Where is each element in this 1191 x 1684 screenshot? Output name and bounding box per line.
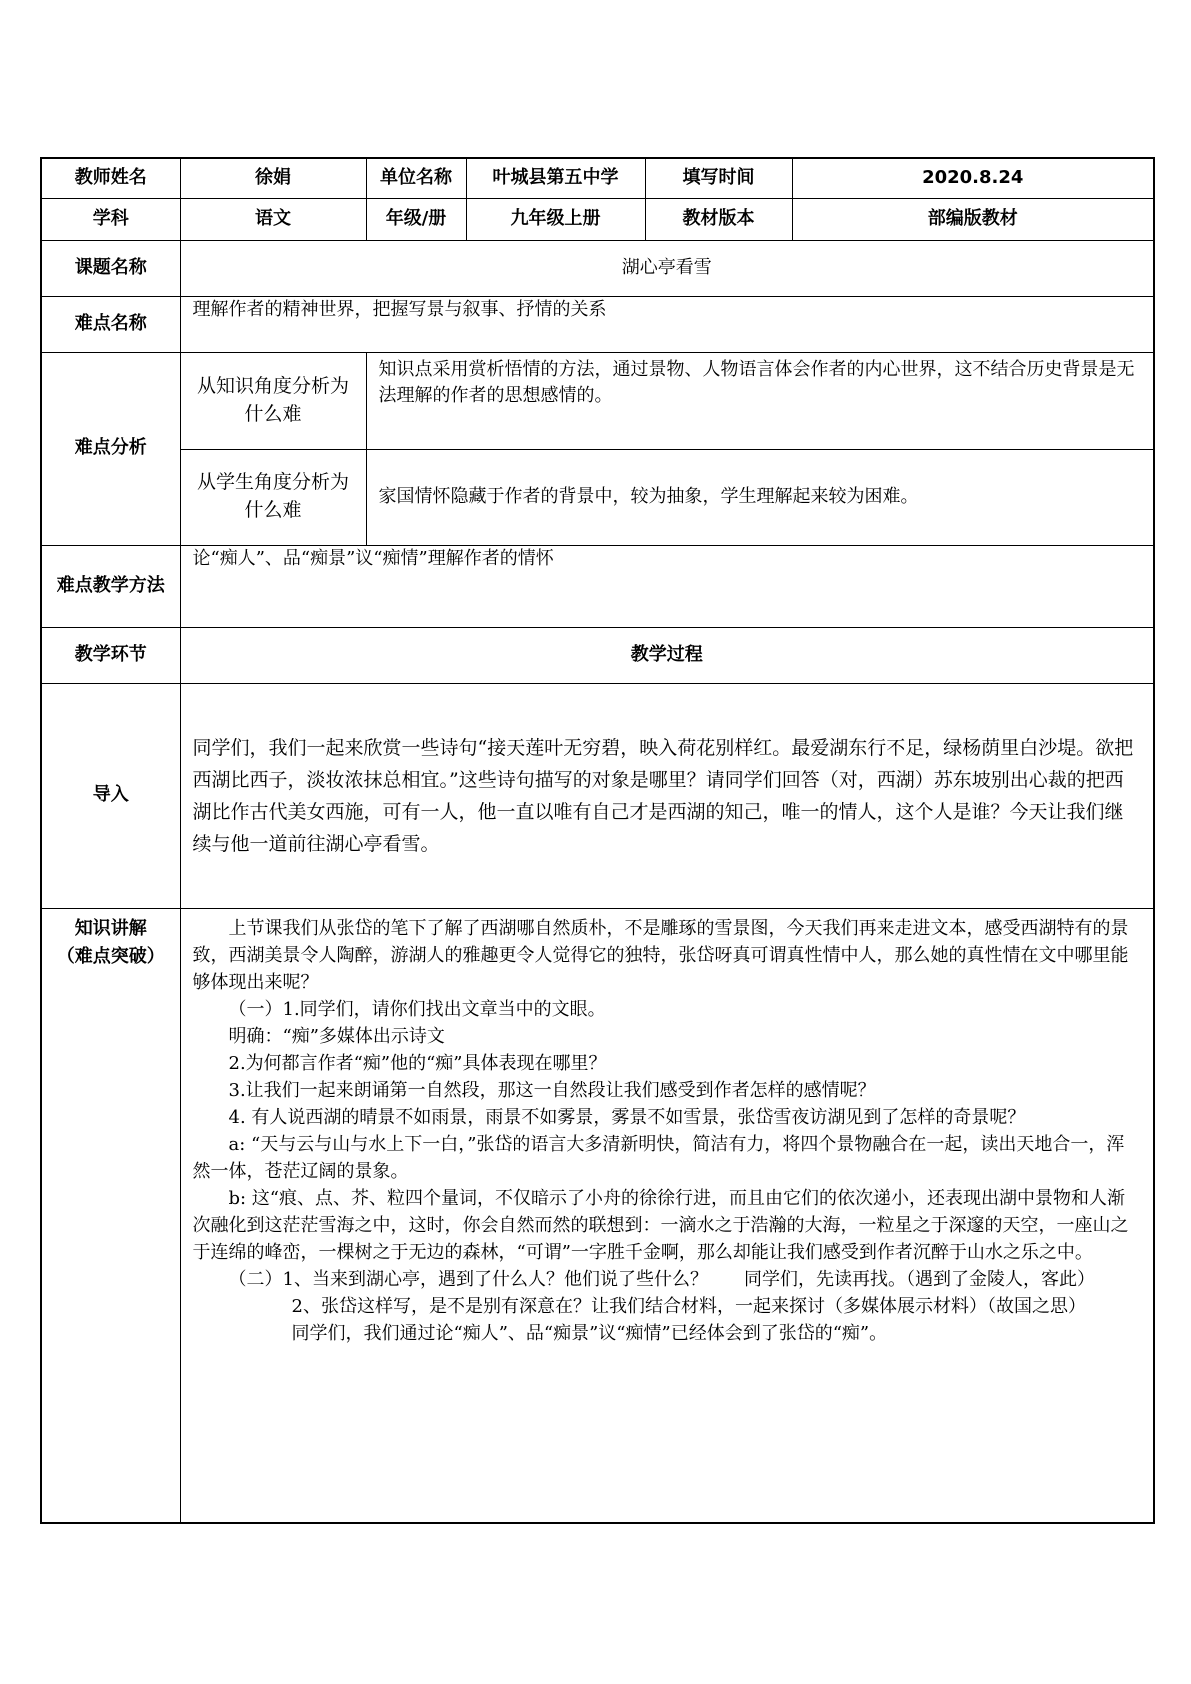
analysis-student-value: 家国情怀隐藏于作者的背景中，较为抽象，学生理解起来较为困难。 <box>366 449 1154 545</box>
subject-value: 语文 <box>180 198 366 240</box>
header-row-1 <box>41 158 1154 198</box>
edition-label: 教材版本 <box>645 198 792 240</box>
teacher-label: 教师姓名 <box>41 158 180 198</box>
process-label: 教学过程 <box>180 627 1154 683</box>
knowledge-label <box>41 908 180 1523</box>
lesson-plan-table <box>40 157 1155 1524</box>
method-label: 难点教学方法 <box>41 545 180 627</box>
unit-value: 叶城县第五中学 <box>466 158 645 198</box>
knowledge-paragraph: 明确：“痴”多媒体出示诗文 <box>228 1025 445 1047</box>
difficulty-value: 理解作者的精神世界，把握写景与叙事、抒情的关系 <box>180 296 1154 352</box>
analysis-student-label: 从学生角度分析为什么难 <box>180 449 366 545</box>
knowledge-paragraph: 4. 有人说西湖的晴景不如雨景，雨景不如雾景，雾景不如雪景，张岱雪夜访湖见到了怎样的奇景呢？ <box>228 1106 1026 1128</box>
subject-label: 学科 <box>41 198 180 240</box>
date-value: 2020.8.24 <box>792 158 1154 198</box>
difficulty-label: 难点名称 <box>41 296 180 352</box>
knowledge-label-line2: （难点突破） <box>56 945 165 967</box>
analysis-knowledge-value: 知识点采用赏析悟情的方法，通过景物、人物语言体会作者的内心世界，这不结合历史背景是无法理解的作者的思想感情的。 <box>366 352 1154 449</box>
analysis-row-knowledge <box>41 352 1154 449</box>
date-label: 填写时间 <box>645 158 792 198</box>
knowledge-label-line1: 知识讲解 <box>74 917 147 939</box>
knowledge-content <box>180 908 1154 1523</box>
difficulty-row <box>41 296 1154 352</box>
method-row <box>41 545 1154 627</box>
process-header-row <box>41 627 1154 683</box>
edition-value: 部编版教材 <box>792 198 1154 240</box>
knowledge-paragraph: a: “天与云与山与水上下一白，”张岱的语言大多清新明快，简洁有力，将四个景物融合在一起，读出天地合一，浑然一体，苍茫辽阔的景象。 <box>192 1133 1125 1182</box>
knowledge-paragraph: 2、张岱这样写，是不是别有深意在？让我们结合材料，一起来探讨（多媒体展示材料）（故国之思） <box>291 1295 1086 1317</box>
knowledge-row <box>41 908 1154 1523</box>
analysis-label: 难点分析 <box>41 352 180 545</box>
analysis-knowledge-label: 从知识角度分析为什么难 <box>180 352 366 449</box>
knowledge-paragraph: b: 这“痕、点、芥、粒四个量词，不仅暗示了小舟的徐徐行进，而且由它们的依次递小，还表现出湖中景物和人渐次融化到这茫茫雪海之中，这时，你会自然而然的联想到：一滴水之于浩瀚的大海，一粒星之于深邃的天空，一座山之于连绵的峰峦，一棵树之于无边的森林，“可谓”一字胜千金啊，那么却能让我们感受到作者沉醉于山水之乐之中。 <box>192 1187 1129 1263</box>
knowledge-paragraph: 3.让我们一起来朗诵第一自然段，那这一自然段让我们感受到作者怎样的感情呢？ <box>228 1079 876 1101</box>
stage-label: 教学环节 <box>41 627 180 683</box>
method-value: 论“痴人”、品“痴景”议“痴情”理解作者的情怀 <box>180 545 1154 627</box>
header-row-2 <box>41 198 1154 240</box>
knowledge-paragraph: 同学们，我们通过论“痴人”、品“痴景”议“痴情”已经体会到了张岱的“痴”。 <box>291 1322 888 1344</box>
topic-label: 课题名称 <box>41 240 180 296</box>
knowledge-paragraph: （一）1.同学们，请你们找出文章当中的文眼。 <box>228 998 606 1020</box>
topic-value: 湖心亭看雪 <box>180 240 1154 296</box>
knowledge-paragraph: 上节课我们从张岱的笔下了解了西湖哪自然质朴，不是雕琢的雪景图，今天我们再来走进文本，感受西湖特有的景致，西湖美景令人陶醉，游湖人的雅趣更令人觉得它的独特，张岱呀真可谓真性情中人，那么她的真性情在文中哪里能够体现出来呢？ <box>192 917 1129 993</box>
topic-row <box>41 240 1154 296</box>
intro-row <box>41 683 1154 908</box>
knowledge-paragraph: 2.为何都言作者“痴”他的“痴”具体表现在哪里？ <box>228 1052 607 1074</box>
teacher-value: 徐娟 <box>180 158 366 198</box>
grade-label: 年级/册 <box>366 198 466 240</box>
grade-value: 九年级上册 <box>466 198 645 240</box>
intro-label: 导入 <box>41 683 180 908</box>
intro-value: 同学们，我们一起来欣赏一些诗句“接天莲叶无穷碧，映入荷花别样红。最爱湖东行不足，绿杨荫里白沙堤。欲把西湖比西子，淡妆浓抹总相宜。”这些诗句描写的对象是哪里？请同学们回答（对，西湖）苏东坡别出心裁的把西湖比作古代美女西施，可有一人，他一直以唯有自己才是西湖的知己，唯一的情人，这个人是谁？今天让我们继续与他一道前往湖心亭看雪。 <box>180 683 1154 908</box>
knowledge-paragraph: （二）1、当来到湖心亭，遇到了什么人？他们说了些什么？ 同学们，先读再找。（遇到了金陵人，客此） <box>228 1268 1095 1290</box>
unit-label: 单位名称 <box>366 158 466 198</box>
analysis-row-student <box>41 449 1154 545</box>
